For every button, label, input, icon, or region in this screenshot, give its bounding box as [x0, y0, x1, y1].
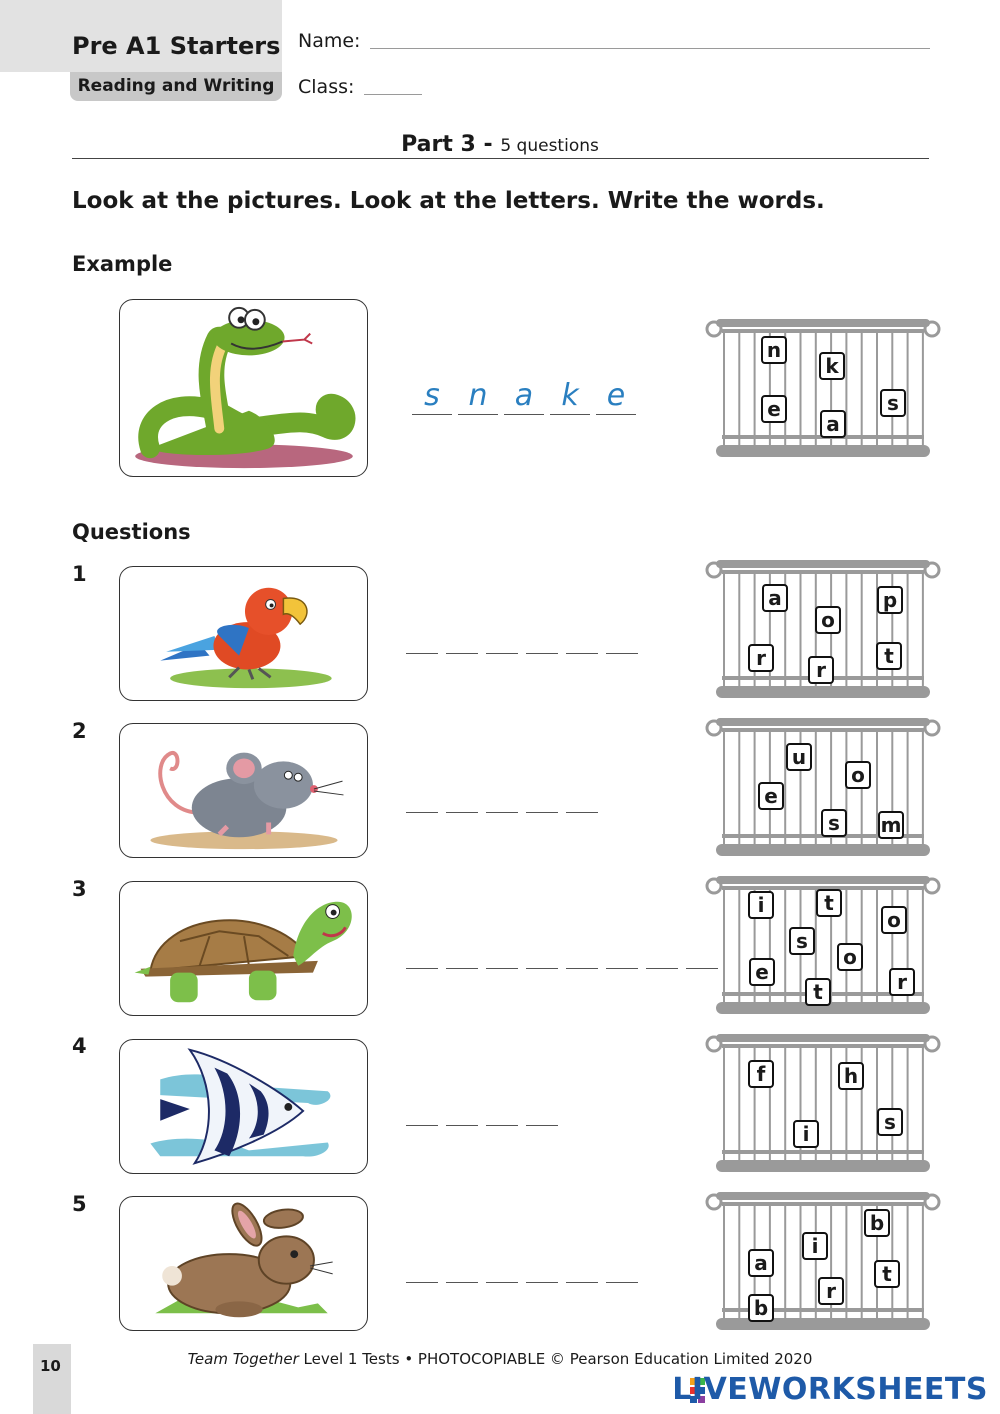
letter-tile: b — [748, 1294, 774, 1322]
letter-tile: b — [864, 1209, 890, 1237]
letter-tile: i — [793, 1120, 819, 1148]
blank[interactable] — [486, 652, 518, 654]
answer-blanks[interactable] — [406, 1281, 638, 1283]
answer-letter: k — [550, 378, 590, 415]
letter-tile: a — [762, 584, 788, 612]
answer-blanks[interactable] — [406, 652, 638, 654]
blank[interactable] — [446, 967, 478, 969]
letter-tile: a — [748, 1249, 774, 1277]
letter-tile: e — [761, 395, 787, 423]
letter-tile: t — [876, 642, 902, 670]
blank[interactable] — [526, 967, 558, 969]
question-number: 2 — [72, 719, 87, 743]
question-number: 5 — [72, 1192, 87, 1216]
blank[interactable] — [406, 811, 438, 813]
blank[interactable] — [606, 1281, 638, 1283]
fish-icon — [119, 1039, 368, 1174]
blank[interactable] — [446, 1124, 478, 1126]
letter-tile: e — [758, 782, 784, 810]
cage-icon — [704, 317, 944, 465]
letter-tile: s — [877, 1108, 903, 1136]
letter-tile: h — [838, 1062, 864, 1090]
example-label: Example — [72, 252, 173, 276]
class-label: Class: — [298, 76, 355, 98]
divider — [72, 158, 929, 159]
letter-tile: r — [818, 1277, 844, 1305]
blank[interactable] — [446, 1281, 478, 1283]
snake-icon — [119, 299, 368, 477]
letter-tile: r — [748, 644, 774, 672]
letter-cage-3 — [704, 874, 944, 1022]
letter-tile: o — [815, 606, 841, 634]
letter-tile: a — [820, 410, 846, 438]
blank[interactable] — [486, 1281, 518, 1283]
letter-tile: i — [802, 1232, 828, 1260]
letter-tile: f — [748, 1060, 774, 1088]
blank[interactable] — [526, 811, 558, 813]
blank[interactable] — [486, 967, 518, 969]
letter-cage-5 — [704, 1190, 944, 1338]
blank[interactable] — [446, 811, 478, 813]
blank[interactable] — [566, 652, 598, 654]
question-number: 1 — [72, 562, 87, 586]
letter-tile: m — [878, 811, 904, 839]
question-number: 4 — [72, 1034, 87, 1058]
instruction: Look at the pictures. Look at the letters. Write the words. — [72, 188, 825, 214]
letter-tile: t — [816, 889, 842, 917]
cage-icon — [704, 1032, 944, 1180]
blank[interactable] — [486, 1124, 518, 1126]
blank[interactable] — [526, 1281, 558, 1283]
answer-letter: a — [504, 378, 544, 415]
book-title: Team Together — [187, 1350, 299, 1368]
blank[interactable] — [566, 1281, 598, 1283]
answer-letter: e — [596, 378, 636, 415]
blank[interactable] — [526, 652, 558, 654]
letter-tile: k — [819, 352, 845, 380]
letter-tile: s — [821, 809, 847, 837]
letter-tile: o — [881, 906, 907, 934]
part-question-count: 5 questions — [500, 136, 599, 156]
letter-tile: p — [877, 586, 903, 614]
blank[interactable] — [486, 811, 518, 813]
answer-blanks[interactable] — [406, 811, 598, 813]
letter-tile: n — [761, 336, 787, 364]
blank[interactable] — [406, 652, 438, 654]
blank[interactable] — [406, 967, 438, 969]
blank[interactable] — [606, 967, 638, 969]
blank[interactable] — [406, 1124, 438, 1126]
answer-letter: s — [412, 378, 452, 415]
letter-tile: r — [889, 968, 915, 996]
cage-icon — [704, 1190, 944, 1338]
blank[interactable] — [446, 652, 478, 654]
letter-tile: t — [874, 1260, 900, 1288]
answer-blanks[interactable] — [406, 1124, 558, 1126]
letter-tile: u — [786, 743, 812, 771]
question-number: 3 — [72, 877, 87, 901]
parrot-icon — [119, 566, 368, 701]
letter-tile: r — [808, 656, 834, 684]
example-answer — [412, 378, 636, 415]
blank[interactable] — [406, 1281, 438, 1283]
rabbit-icon — [119, 1196, 368, 1331]
blank[interactable] — [566, 967, 598, 969]
blank[interactable] — [646, 967, 678, 969]
tortoise-icon — [119, 881, 368, 1016]
brand-name[interactable]: LIVEWORKSHEETS — [672, 1372, 988, 1407]
part-label: Part 3 - — [401, 132, 493, 157]
cage-icon — [704, 716, 944, 864]
letter-tile: t — [805, 978, 831, 1006]
part-title — [0, 132, 1000, 157]
exam-subtitle: Reading and Writing — [70, 72, 282, 101]
questions-label: Questions — [72, 520, 191, 544]
blank[interactable] — [566, 811, 598, 813]
letter-cage-4 — [704, 1032, 944, 1180]
answer-letter: n — [458, 378, 498, 415]
page-number: 10 — [40, 1357, 61, 1375]
blank[interactable] — [606, 652, 638, 654]
class-field[interactable] — [364, 94, 422, 95]
letter-cage-example — [704, 317, 944, 465]
letter-cage-1 — [704, 558, 944, 706]
mouse-icon — [119, 723, 368, 858]
letter-tile: e — [749, 958, 775, 986]
letter-tile: s — [880, 389, 906, 417]
blank[interactable] — [526, 1124, 558, 1126]
name-field[interactable] — [370, 48, 930, 49]
exam-title: Pre A1 Starters — [72, 32, 281, 60]
footer-credit — [0, 1350, 1000, 1368]
letter-tile: i — [748, 891, 774, 919]
letter-cage-2 — [704, 716, 944, 864]
letter-tile: s — [789, 927, 815, 955]
answer-blanks[interactable] — [406, 967, 718, 969]
footer-text: Level 1 Tests • PHOTOCOPIABLE © Pearson Education Limited 2020 — [298, 1350, 813, 1368]
letter-tile: o — [837, 943, 863, 971]
name-label: Name: — [298, 30, 361, 52]
letter-tile: o — [845, 761, 871, 789]
